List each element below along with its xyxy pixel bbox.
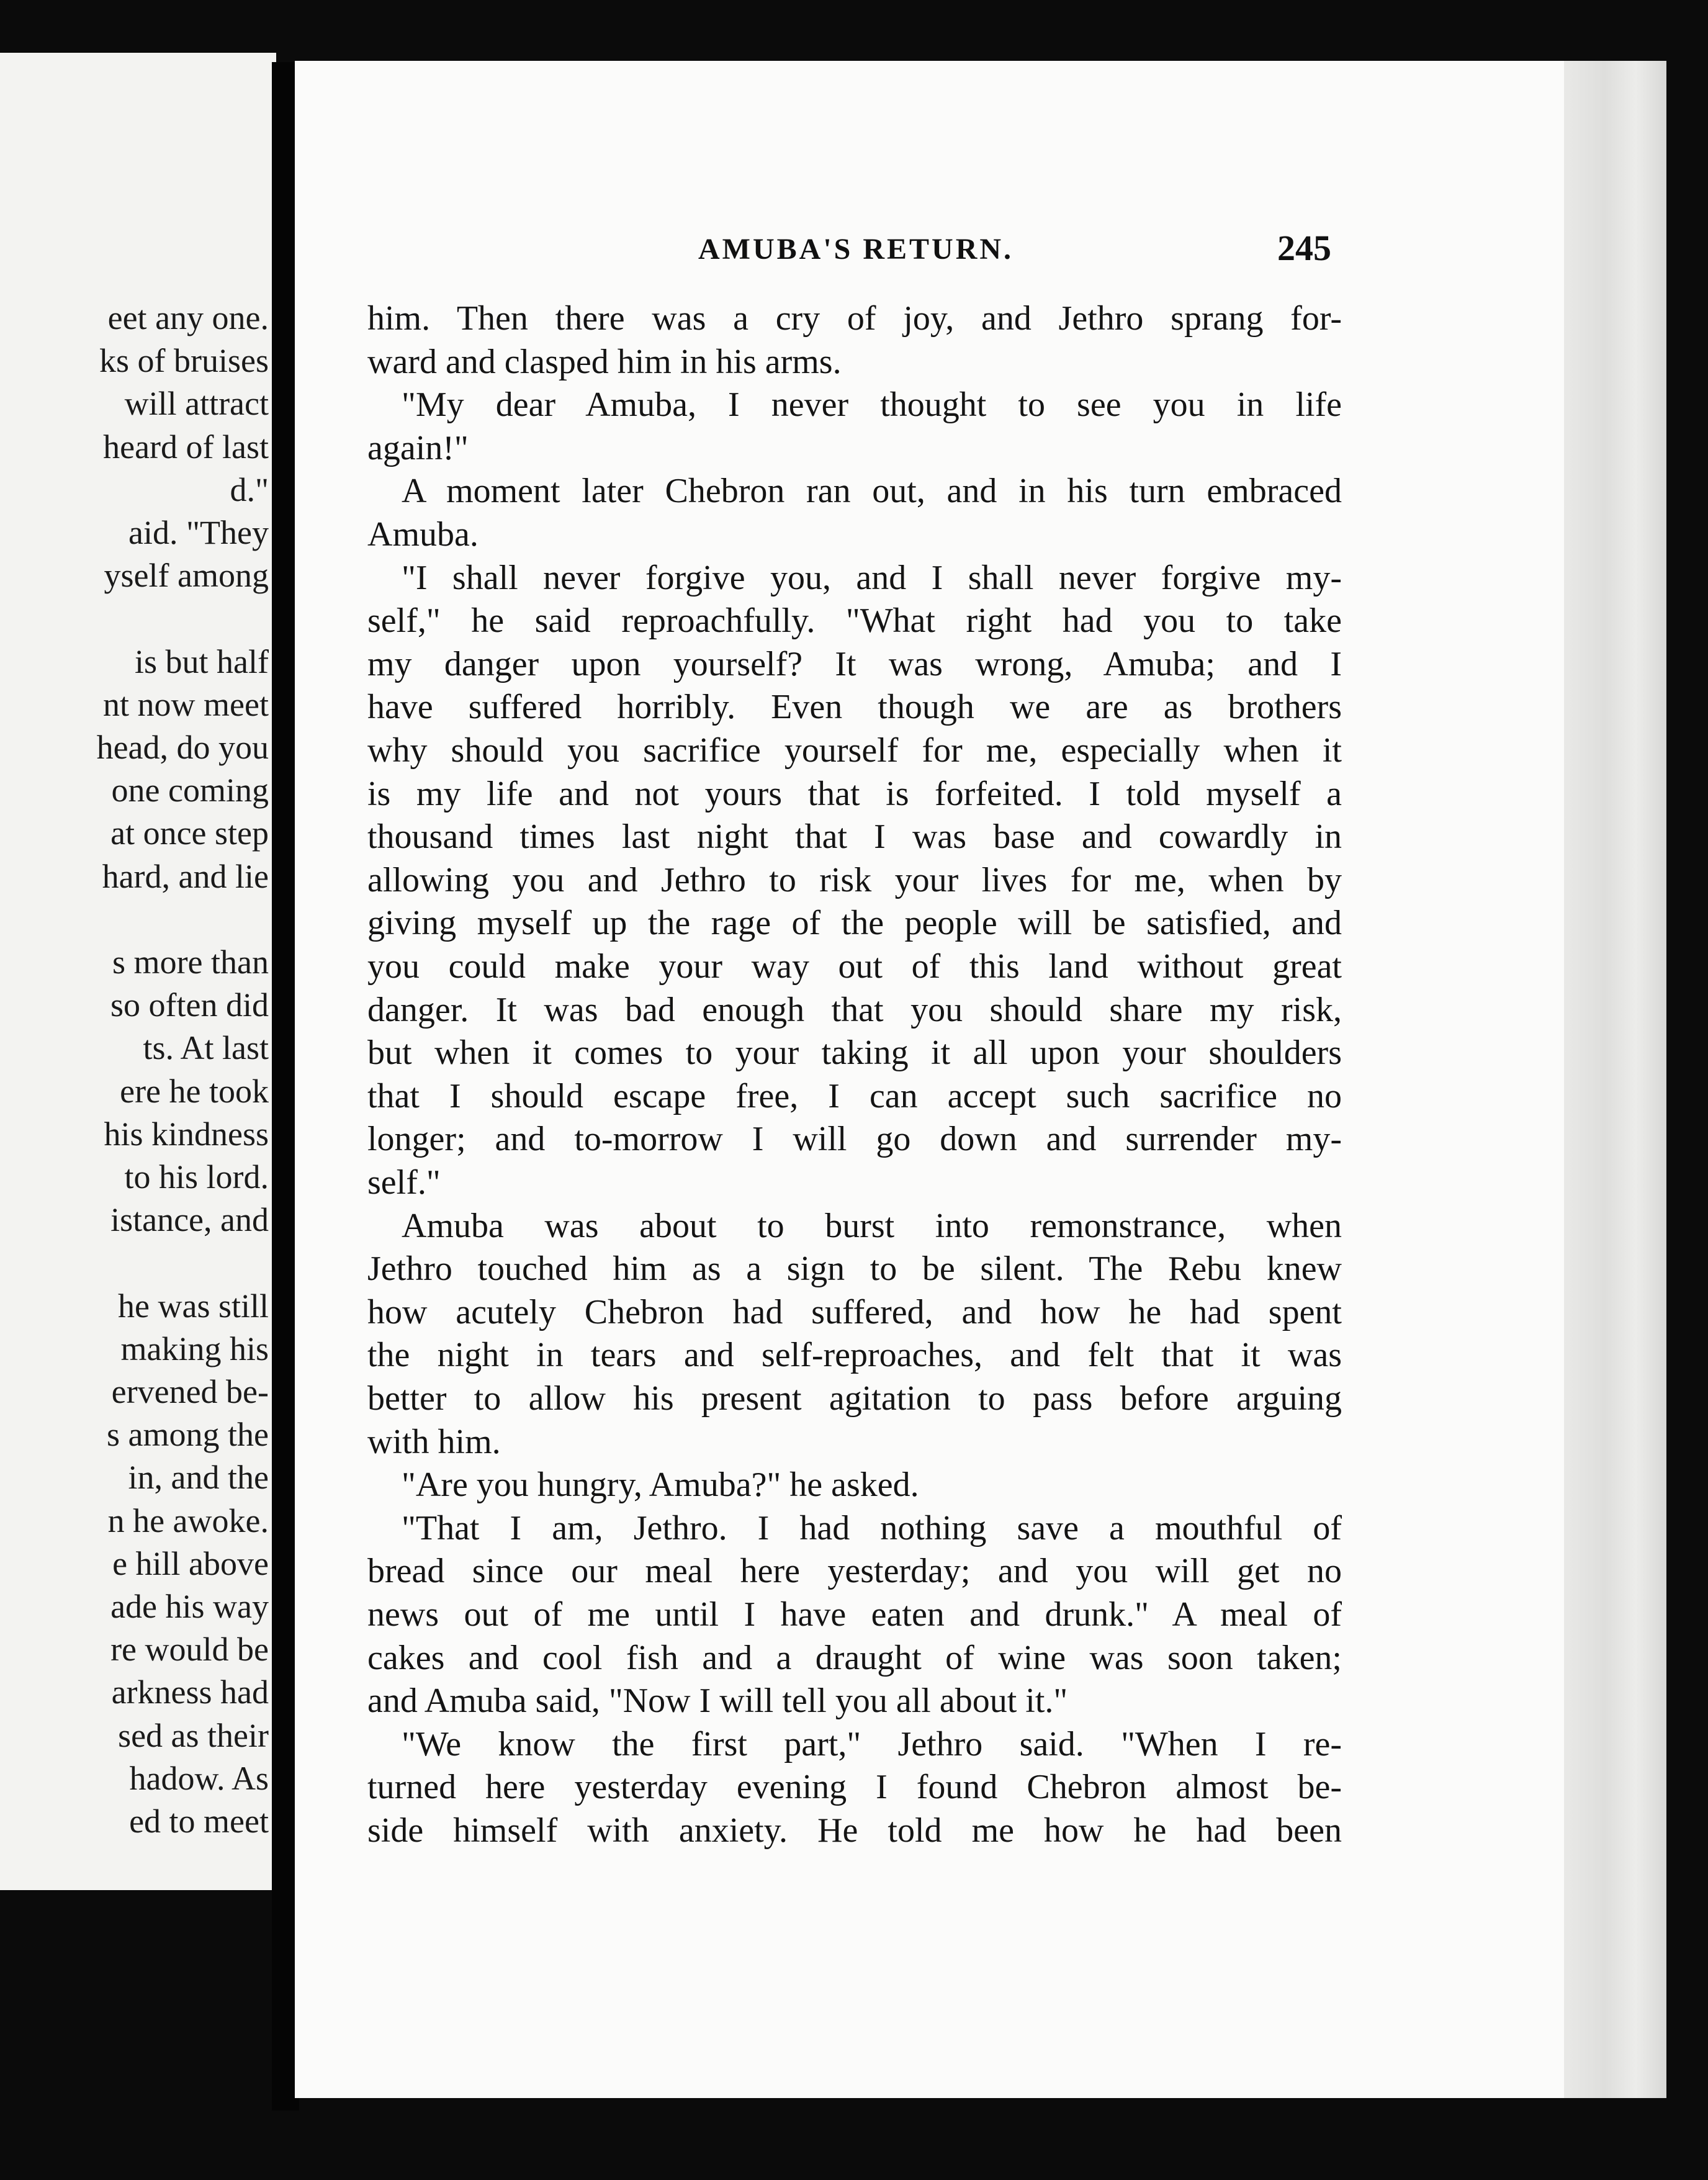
text-line: bread since our meal here yesterday; and you will get no bbox=[367, 1552, 1342, 1591]
text-line: Amuba. bbox=[367, 515, 479, 554]
left-page-line: ks of bruises bbox=[99, 342, 269, 380]
page-header bbox=[369, 227, 1344, 271]
text-line: turned here yesterday evening I found Chebron almost be- bbox=[367, 1768, 1342, 1807]
left-page-line: is but half bbox=[135, 642, 269, 680]
text-line: cakes and cool fish and a draught of wine was soon taken; bbox=[367, 1638, 1342, 1677]
text-line: A moment later Chebron ran out, and in his turn embraced bbox=[402, 472, 1342, 511]
text-line: the night in tears and self-reproaches, and felt that it was bbox=[367, 1336, 1342, 1375]
left-page-line: aid. "They bbox=[128, 514, 269, 551]
text-line: side himself with anxiety. He told me how he had been bbox=[367, 1811, 1342, 1850]
left-page-line: ed to meet bbox=[129, 1803, 269, 1840]
text-line: my danger upon yourself? It was wrong, Amuba; and I bbox=[367, 644, 1342, 683]
left-page-line: ade his way bbox=[110, 1588, 269, 1625]
text-line: that I should escape free, I can accept such sacrifice no bbox=[367, 1076, 1342, 1115]
left-page-line: ere he took bbox=[120, 1072, 269, 1110]
text-line: self," he said reproachfully. "What right had you to take bbox=[367, 601, 1342, 641]
left-page-line: e hill above bbox=[112, 1544, 269, 1582]
left-page-line: nt now meet bbox=[103, 685, 269, 723]
text-line: giving myself up the rage of the people will be satisfied, and bbox=[367, 904, 1342, 943]
left-page-line: sed as their bbox=[118, 1716, 269, 1754]
text-line: "That I am, Jethro. I had nothing save a mouthful of bbox=[402, 1508, 1342, 1547]
left-page-line: s more than bbox=[112, 944, 269, 981]
left-page-line: yself among bbox=[104, 557, 269, 595]
left-page-line: eet any one. bbox=[107, 299, 269, 336]
page-edge bbox=[1564, 61, 1666, 2098]
left-page-line: he was still bbox=[118, 1287, 269, 1325]
text-line: again!" bbox=[367, 428, 469, 467]
text-line: you could make your way out of this land without great bbox=[367, 947, 1342, 986]
left-page-line: ervened be- bbox=[111, 1373, 269, 1410]
left-page-line: his kindness bbox=[104, 1115, 269, 1153]
running-head: AMUBA'S RETURN. bbox=[698, 233, 1014, 266]
text-line: is my life and not yours that is forfeited. I told myself a bbox=[367, 774, 1342, 813]
left-page-line: making his bbox=[120, 1330, 269, 1367]
text-line: danger. It was bad enough that you should share my risk, bbox=[367, 990, 1342, 1029]
text-line: allowing you and Jethro to risk your lives for me, when by bbox=[367, 860, 1342, 899]
left-page-line: to his lord. bbox=[124, 1158, 269, 1196]
left-page-line: one coming bbox=[111, 772, 269, 809]
text-line: "My dear Amuba, I never thought to see you in life bbox=[402, 385, 1342, 425]
text-line: self." bbox=[367, 1163, 441, 1202]
text-line: "I shall never forgive you, and I shall never forgive my- bbox=[402, 558, 1342, 597]
left-page-line: will attract bbox=[124, 385, 269, 423]
text-line: him. Then there was a cry of joy, and Jethro sprang for- bbox=[367, 299, 1342, 338]
text-line: but when it comes to your taking it all upon your shoulders bbox=[367, 1034, 1342, 1073]
left-page-line: head, do you bbox=[96, 729, 269, 766]
left-page-line: heard of last bbox=[103, 428, 269, 466]
text-line: with him. bbox=[367, 1422, 501, 1461]
left-page bbox=[0, 53, 276, 1890]
left-page-line: hadow. As bbox=[129, 1759, 269, 1797]
left-page-line: d." bbox=[230, 471, 269, 508]
text-line: thousand times last night that I was base and cowardly in bbox=[367, 818, 1342, 857]
text-line: how acutely Chebron had suffered, and how he had spent bbox=[367, 1292, 1342, 1331]
left-page-line: hard, and lie bbox=[102, 857, 269, 895]
left-page-line: so often did bbox=[110, 986, 269, 1024]
left-page-line: arkness had bbox=[111, 1673, 269, 1711]
left-page-line: re would be bbox=[110, 1631, 269, 1669]
left-page-line: in, and the bbox=[128, 1459, 269, 1497]
left-page-line: s among the bbox=[107, 1416, 269, 1454]
text-line: Jethro touched him as a sign to be silent. The Rebu knew bbox=[367, 1250, 1342, 1289]
text-line: and Amuba said, "Now I will tell you all about it." bbox=[367, 1682, 1068, 1721]
text-line: why should you sacrifice yourself for me, especially when it bbox=[367, 731, 1342, 770]
left-page-line: istance, and bbox=[110, 1201, 269, 1239]
text-line: "Are you hungry, Amuba?" he asked. bbox=[402, 1466, 919, 1505]
text-line: news out of me until I have eaten and drunk." A meal of bbox=[367, 1595, 1342, 1634]
text-line: better to allow his present agitation to pass before arguing bbox=[367, 1379, 1342, 1418]
left-page-line: n he awoke. bbox=[107, 1502, 269, 1539]
text-line: ward and clasped him in his arms. bbox=[367, 342, 842, 381]
left-page-line: ts. At last bbox=[143, 1029, 269, 1067]
page-number: 245 bbox=[1277, 228, 1331, 268]
left-page-line: at once step bbox=[110, 814, 269, 852]
text-line: have suffered horribly. Even though we are as brothers bbox=[367, 688, 1342, 727]
text-line: "We know the first part," Jethro said. "When I re- bbox=[402, 1724, 1342, 1763]
text-line: Amuba was about to burst into remonstrance, when bbox=[402, 1206, 1342, 1245]
text-line: longer; and to-morrow I will go down and surrender my- bbox=[367, 1120, 1342, 1159]
